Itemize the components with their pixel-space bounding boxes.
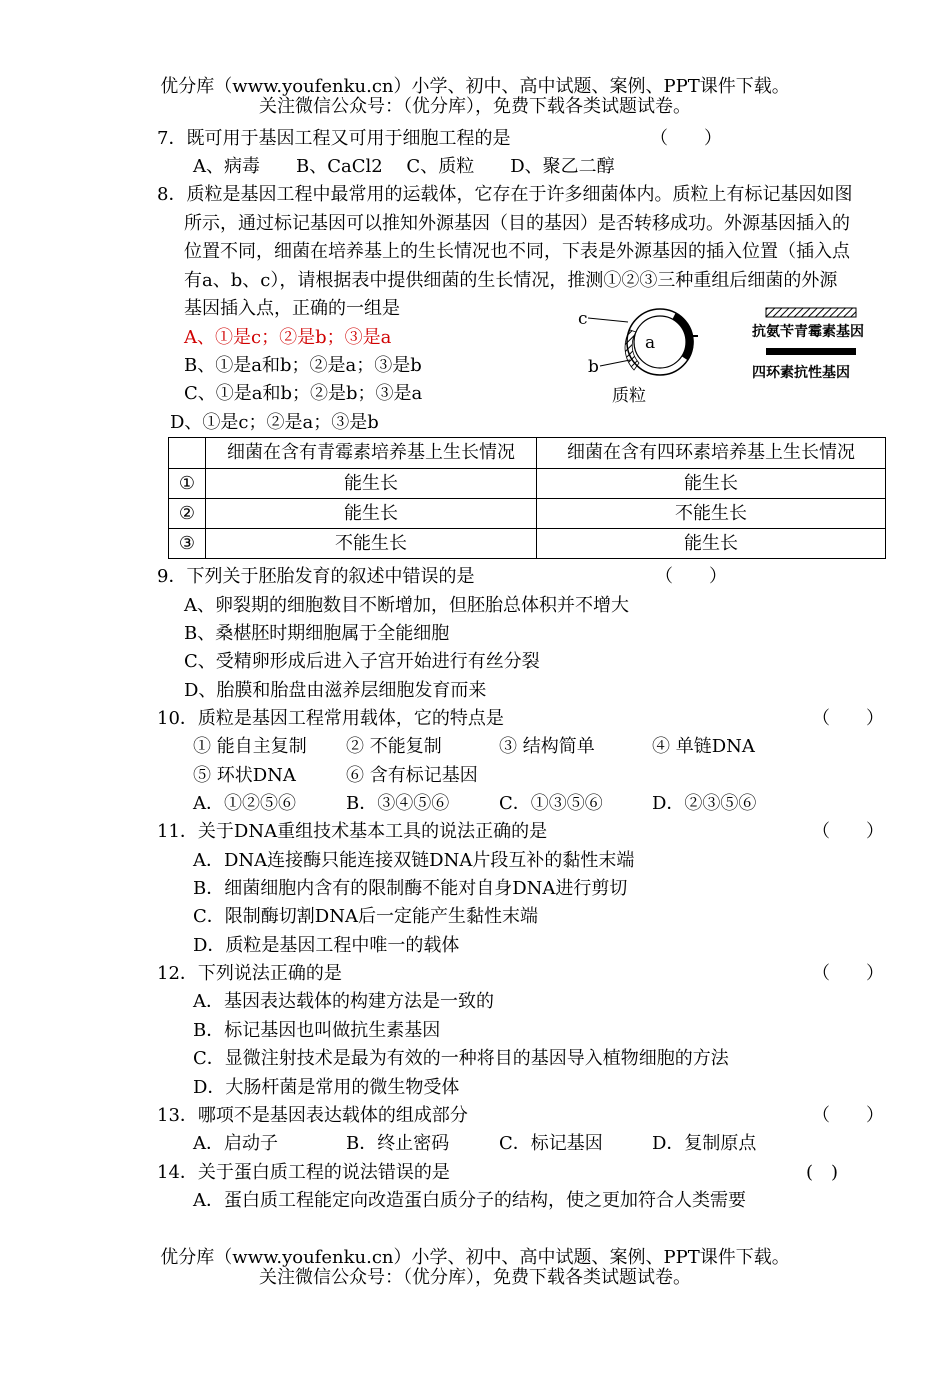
q7-options: A、病毒 B、CaCl2 C、质粒 D、聚乙二醇 bbox=[193, 156, 615, 177]
q10-option-a: A．①②⑤⑥ bbox=[193, 793, 296, 814]
q13-option-d: D．复制原点 bbox=[652, 1133, 757, 1154]
table-cell: 能生长 bbox=[537, 469, 886, 499]
header-line-1: 优分库（www.youfenku.cn）小学、初中、高中试题、案例、PPT课件下载。 bbox=[160, 76, 790, 97]
q10-item-6: ⑥ 含有标记基因 bbox=[346, 765, 478, 786]
q8-stem-line-3: 位置不同，细菌在培养基上的生长情况也不同，下表是外源基因的插入位置（插入点 bbox=[184, 241, 850, 262]
q9-option-d: D、胎膜和胎盘由滋养层细胞发育而来 bbox=[184, 680, 487, 701]
plasmid-caption: 质粒 bbox=[612, 386, 646, 406]
q10-item-5: ⑤ 环状DNA bbox=[193, 765, 296, 786]
q13-option-c: C．标记基因 bbox=[499, 1133, 603, 1154]
q8-option-b: B、①是a和b；②是a；③是b bbox=[184, 355, 422, 376]
header-line-2: 关注微信公众号：（优分库），免费下载各类试题试卷。 bbox=[259, 96, 691, 117]
table-row bbox=[169, 529, 886, 559]
legend-ampicillin-label: 抗氨苄青霉素基因 bbox=[752, 324, 864, 340]
q12-option-a: A．基因表达载体的构建方法是一致的 bbox=[193, 991, 494, 1012]
q8-stem-line-1: 8．质粒是基因工程中最常用的运载体，它存在于许多细菌体内。质粒上有标记基因如图 bbox=[157, 184, 853, 205]
q10-item-3: ③ 结构简单 bbox=[499, 736, 595, 757]
q10-option-b: B．③④⑤⑥ bbox=[346, 793, 450, 814]
q12-stem: 12．下列说法正确的是 bbox=[157, 963, 342, 984]
q9-option-b: B、桑椹胚时期细胞属于全能细胞 bbox=[184, 623, 450, 644]
q10-item-4: ④ 单链DNA bbox=[652, 736, 755, 757]
q9-stem: 9．下列关于胚胎发育的叙述中错误的是 bbox=[157, 566, 475, 587]
table-cell: 能生长 bbox=[206, 499, 537, 529]
table-header-cell bbox=[169, 438, 206, 469]
q8-option-d: D、①是c；②是a；③是b bbox=[170, 412, 379, 433]
q10-option-c: C．①③⑤⑥ bbox=[499, 793, 603, 814]
pointer-c bbox=[588, 318, 628, 322]
legend-black-bar bbox=[766, 348, 856, 355]
growth-table bbox=[168, 437, 886, 559]
q14-answer-paren: ( ) bbox=[806, 1162, 839, 1183]
pointer-b bbox=[600, 360, 630, 366]
q13-stem: 13．哪项不是基因表达载体的组成部分 bbox=[157, 1105, 468, 1126]
footer-line-2: 关注微信公众号：（优分库），免费下载各类试题试卷。 bbox=[259, 1267, 691, 1288]
q7-stem: 7．既可用于基因工程又可用于细胞工程的是 bbox=[157, 128, 511, 149]
table-cell: ② bbox=[169, 499, 206, 529]
q13-option-b: B．终止密码 bbox=[346, 1133, 450, 1154]
legend-tetracycline-label: 四环素抗性基因 bbox=[752, 365, 850, 381]
q12-option-c: C．显微注射技术是最为有效的一种将目的基因导入植物细胞的方法 bbox=[193, 1048, 729, 1069]
q9-answer-paren: （ ） bbox=[655, 566, 727, 587]
q8-option-a: A、①是c；②是b；③是a bbox=[184, 327, 392, 348]
q9-option-a: A、卵裂期的细胞数目不断增加，但胚胎总体积并不增大 bbox=[184, 595, 629, 616]
q8-stem-line-4: 有a、b、c），请根据表中提供细菌的生长情况，推测①②③三种重组后细菌的外源 bbox=[184, 270, 838, 291]
plasmid-label-a: a bbox=[645, 333, 656, 353]
table-row bbox=[169, 499, 886, 529]
table-header-cell: 细菌在含有四环素培养基上生长情况 bbox=[537, 438, 886, 469]
q8-option-c: C、①是a和b；②是b；③是a bbox=[184, 383, 423, 404]
q11-option-b: B．细菌细胞内含有的限制酶不能对自身DNA进行剪切 bbox=[193, 878, 628, 899]
q12-option-d: D．大肠杆菌是常用的微生物受体 bbox=[193, 1077, 460, 1098]
ampicillin-gene-segment bbox=[625, 330, 639, 370]
plasmid-label-b: b bbox=[588, 357, 599, 377]
q10-stem: 10．质粒是基因工程常用载体，它的特点是 bbox=[157, 708, 504, 729]
q10-item-1: ① 能自主复制 bbox=[193, 736, 307, 757]
q11-stem: 11．关于DNA重组技术基本工具的说法正确的是 bbox=[157, 821, 548, 842]
q14-stem: 14．关于蛋白质工程的说法错误的是 bbox=[157, 1162, 450, 1183]
q8-stem-line-2: 所示，通过标记基因可以推知外源基因（目的基因）是否转移成功。外源基因插入的 bbox=[184, 213, 850, 234]
q12-answer-paren: （ ） bbox=[812, 963, 884, 984]
q7-answer-paren: （ ） bbox=[650, 128, 722, 149]
legend-hatched-bar bbox=[766, 308, 856, 317]
footer-line-1: 优分库（www.youfenku.cn）小学、初中、高中试题、案例、PPT课件下载。 bbox=[160, 1247, 790, 1268]
table-cell: ③ bbox=[169, 529, 206, 559]
q13-answer-paren: （ ） bbox=[812, 1105, 884, 1126]
table-cell: 不能生长 bbox=[206, 529, 537, 559]
q11-option-a: A．DNA连接酶只能连接双链DNA片段互补的黏性末端 bbox=[193, 850, 635, 871]
q10-answer-paren: （ ） bbox=[812, 708, 884, 729]
q8-stem-line-5: 基因插入点，正确的一组是 bbox=[184, 298, 400, 319]
q10-item-2: ② 不能复制 bbox=[346, 736, 442, 757]
table-cell: 能生长 bbox=[537, 529, 886, 559]
q14-option-a: A．蛋白质工程能定向改造蛋白质分子的结构，使之更加符合人类需要 bbox=[193, 1190, 746, 1211]
table-header-cell: 细菌在含有青霉素培养基上生长情况 bbox=[206, 438, 537, 469]
table-cell: ① bbox=[169, 469, 206, 499]
q11-option-d: D．质粒是基因工程中唯一的载体 bbox=[193, 935, 460, 956]
q13-option-a: A．启动子 bbox=[193, 1133, 278, 1154]
q9-option-c: C、受精卵形成后进入子宫开始进行有丝分裂 bbox=[184, 651, 540, 672]
q12-option-b: B．标记基因也叫做抗生素基因 bbox=[193, 1020, 441, 1041]
table-row bbox=[169, 469, 886, 499]
q11-answer-paren: （ ） bbox=[812, 821, 884, 842]
plasmid-ring-inner bbox=[634, 316, 686, 368]
plasmid-label-c: c bbox=[578, 309, 588, 329]
table-header-row bbox=[169, 438, 886, 469]
table-cell: 能生长 bbox=[206, 469, 537, 499]
q11-option-c: C．限制酶切割DNA后一定能产生黏性末端 bbox=[193, 906, 538, 927]
table-cell: 不能生长 bbox=[537, 499, 886, 529]
plasmid-diagram bbox=[570, 300, 900, 410]
q10-option-d: D．②③⑤⑥ bbox=[652, 793, 757, 814]
